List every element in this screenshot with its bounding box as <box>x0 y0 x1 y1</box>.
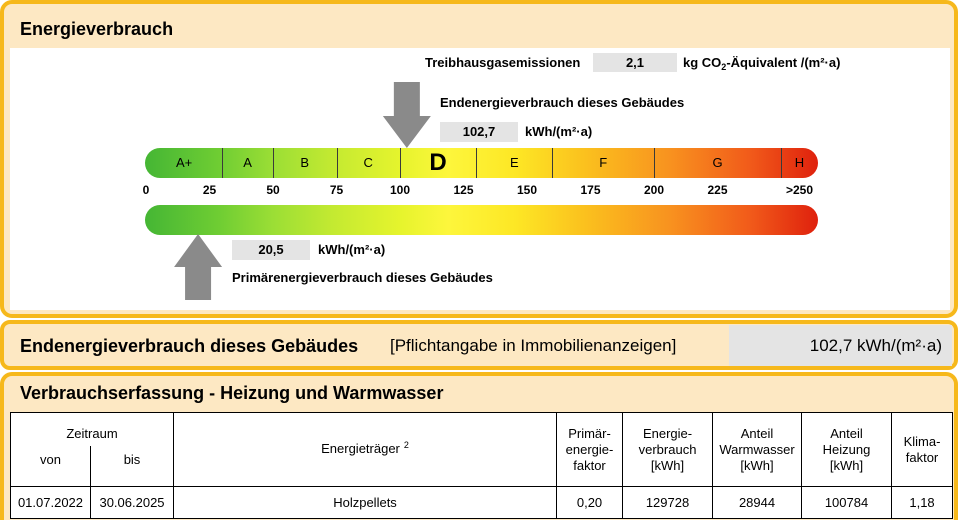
ghg-value: 2,1 <box>593 53 677 72</box>
scale-tick-label: 75 <box>329 183 344 197</box>
scale-tick-label: 125 <box>453 183 474 197</box>
header-carrier <box>174 413 557 487</box>
primary-energy-scale <box>145 205 818 235</box>
header-carrier-label: Energieträger <box>321 441 400 456</box>
mandatory-note: [Pflichtangabe in Immobilienanzeigen] <box>390 336 677 355</box>
scale-tick-label: >250 <box>785 183 814 197</box>
scale-tick-label: 225 <box>707 183 728 197</box>
cell-from: 01.07.2022 <box>11 487 91 519</box>
mandatory-title: Endenergieverbrauch dieses Gebäudes <box>20 336 359 356</box>
header-to: bis <box>91 446 174 487</box>
scale-tick-label: 200 <box>643 183 665 197</box>
scale-tick-label: 0 <box>142 183 150 197</box>
cell-share-hot-water: 28944 <box>713 487 802 519</box>
header-consumption <box>623 413 713 487</box>
cell-consumption: 129728 <box>623 487 713 519</box>
class-label-h: H <box>794 155 805 170</box>
header-consumption-label: Energie- verbrauch [kWh] <box>638 425 697 473</box>
consumption-title: Verbrauchserfassung - Heizung und Warmwasser <box>20 383 444 403</box>
end-energy-label: Endenergieverbrauch dieses Gebäudes <box>440 95 685 110</box>
scale-tick-label: 100 <box>389 183 411 197</box>
class-label-b: B <box>300 155 310 170</box>
primary-energy-unit: kWh/(m²·a) <box>318 242 386 257</box>
table-row <box>11 487 953 519</box>
header-share-hot-water <box>713 413 802 487</box>
header-primary-factor-label: Primär- energie- faktor <box>565 425 614 473</box>
table-header-row <box>11 413 953 446</box>
ghg-label: Treibhausgasemissionen <box>425 55 581 70</box>
header-share-heating <box>802 413 892 487</box>
scale-ticks <box>0 183 960 197</box>
header-from: von <box>11 446 91 487</box>
scale-tick-label: 150 <box>516 183 538 197</box>
ghg-unit-subscript: 2 <box>721 62 727 72</box>
cell-climate-factor: 1,18 <box>892 487 953 519</box>
scale-tick-label: 175 <box>580 183 601 197</box>
class-label-g: G <box>712 155 723 170</box>
primary-energy-value: 20,5 <box>232 240 310 260</box>
mandatory-value: 102,7 kWh/(m²·a) <box>729 325 952 366</box>
cell-carrier: Holzpellets <box>174 487 557 519</box>
class-label-d: D <box>429 149 447 176</box>
ghg-unit <box>683 53 840 74</box>
energy-panel-title: Energieverbrauch <box>20 19 174 39</box>
ghg-unit-suffix: -Äquivalent /(m²·a) <box>726 55 841 70</box>
header-carrier-footnote: 2 <box>403 440 409 450</box>
class-label-a: A <box>243 155 252 170</box>
header-climate-factor <box>892 413 953 487</box>
header-share-heating-label: Anteil Heizung [kWh] <box>822 425 871 473</box>
scale-tick-label: 50 <box>266 183 280 197</box>
header-share-hot-water-label: Anteil Warmwasser [kWh] <box>719 425 795 473</box>
header-primary-factor <box>557 413 623 487</box>
energy-class-scale <box>145 148 818 178</box>
end-energy-value: 102,7 <box>440 122 518 142</box>
cell-share-heating: 100784 <box>802 487 892 519</box>
primary-energy-label: Primärenergieverbrauch dieses Gebäudes <box>232 270 493 285</box>
header-period: Zeitraum <box>11 413 174 446</box>
cell-to: 30.06.2025 <box>91 487 174 519</box>
header-climate-factor-label: Klima- faktor <box>903 433 941 465</box>
ghg-unit-prefix: kg CO <box>683 55 722 70</box>
class-label-f: F <box>599 155 608 170</box>
class-label-e: E <box>509 155 519 170</box>
end-energy-unit: kWh/(m²·a) <box>525 124 593 139</box>
consumption-table <box>10 412 953 519</box>
cell-primary-factor: 0,20 <box>557 487 623 519</box>
class-label-c: C <box>363 155 373 170</box>
scale-tick-label: 25 <box>202 183 217 197</box>
class-label-a-plus: A+ <box>175 155 193 170</box>
